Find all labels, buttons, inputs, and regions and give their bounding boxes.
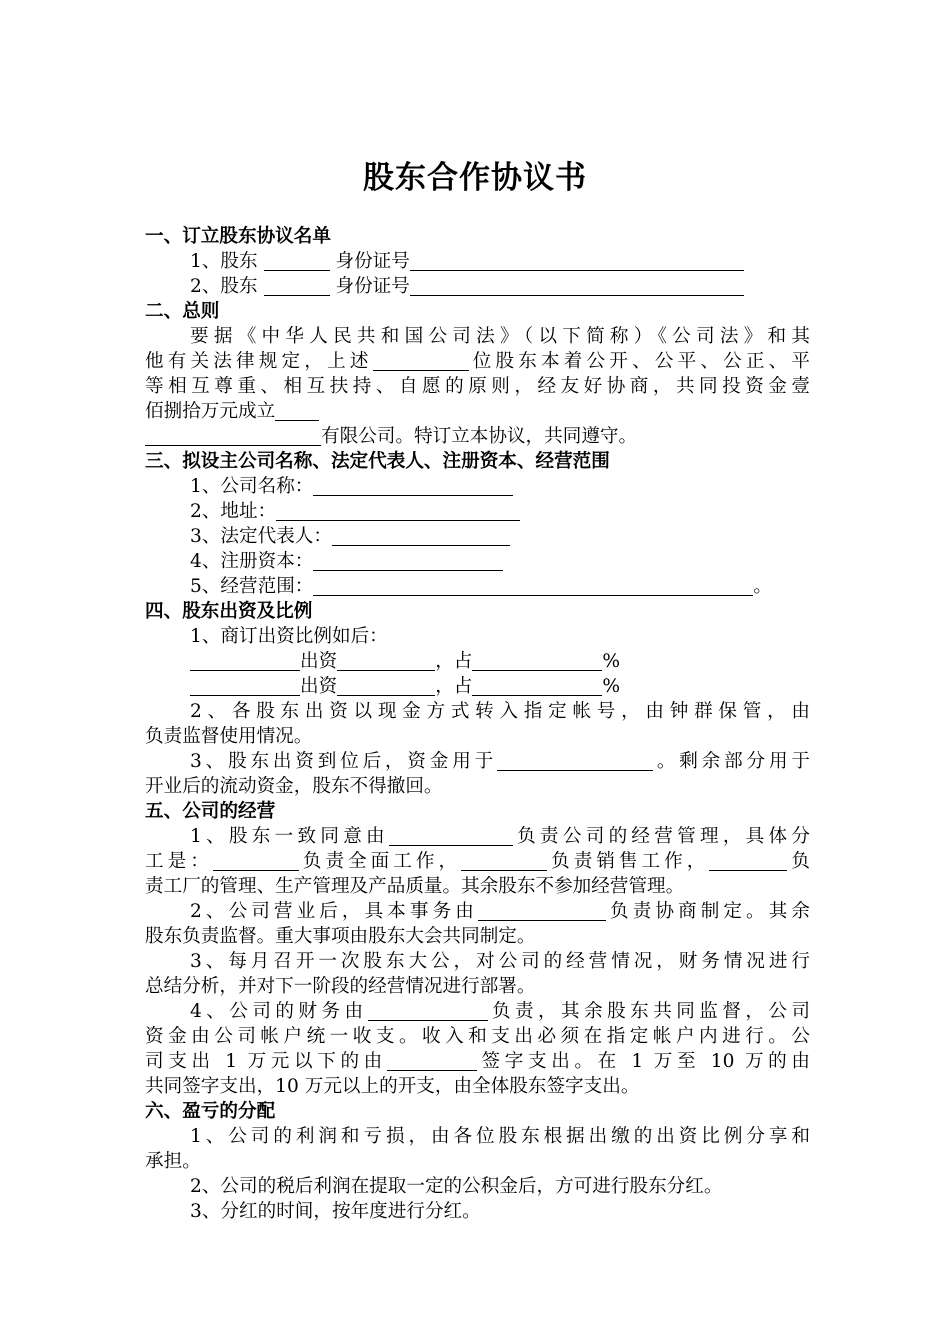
paragraph-line: 3、分红的时间，按年度进行分红。	[190, 1201, 481, 1222]
text-run: 负责销售工作，	[547, 851, 710, 872]
text-run: 3、股东出资到位后，资金用于	[190, 751, 498, 772]
shareholder-1-name-blank	[264, 251, 330, 271]
form-label: 2、地址：	[190, 501, 277, 522]
form-item	[190, 499, 810, 524]
contribution-row	[190, 649, 810, 674]
section-4-heading: 四、股东出资及比例	[145, 601, 313, 622]
text-run: 佰捌拾万元成立	[145, 401, 276, 422]
fill-blank	[461, 851, 547, 871]
fill-blank	[472, 651, 602, 671]
paragraph-line: 股东负责监督。重大事项由股东大会共同制定。	[145, 926, 536, 947]
fill-blank	[709, 851, 787, 871]
paragraph-line: 等相互尊重、相互扶持、自愿的原则，经友好协商，共同投资金壹	[145, 376, 810, 397]
text-run: ，占	[435, 651, 473, 672]
text-run: 有限公司。特订立本协议，共同遵守。	[321, 426, 638, 447]
fill-blank	[213, 851, 299, 871]
paragraph-line: 资金由公司帐户统一收支。收入和支出必须在指定帐户内进行。公	[145, 1026, 810, 1047]
text-run: 他有关法律规定，上述	[145, 351, 373, 372]
shareholder-2-name-blank	[264, 276, 330, 296]
shareholder-2-label: 2、股东	[190, 276, 258, 297]
text-run: 司支出 1 万元以下的由	[145, 1051, 387, 1072]
paragraph-line: 2、各股东出资以现金方式转入指定帐号，由钟群保管，由	[190, 701, 810, 722]
form-label: 4、注册资本：	[190, 551, 314, 572]
text-run: %	[602, 651, 621, 672]
text-run: 工是：	[145, 851, 213, 872]
text-run: ，占	[435, 676, 473, 697]
paragraph-line: 共同签字支出，10 万元以上的开支，由全体股东签字支出。	[145, 1076, 640, 1097]
paragraph-line: 承担。	[145, 1151, 201, 1172]
text-run: 负责协商制定。其余	[605, 901, 810, 922]
paragraph-line: 2、公司的税后利润在提取一定的公积金后，方可进行股东分红。	[190, 1176, 723, 1197]
fill-blank	[190, 651, 300, 671]
fill-blank	[337, 676, 435, 696]
text-run: 4、公司的财务由	[190, 1001, 368, 1022]
paragraph-line: 总结分析，并对下一阶段的经营情况进行部署。	[145, 976, 536, 997]
shareholder-1-label: 1、股东	[190, 251, 258, 272]
shareholder-1-id-label: 身份证号	[335, 251, 410, 272]
fill-blank	[368, 1001, 488, 1021]
text-run: 。	[753, 576, 773, 597]
section-1-heading: 一、订立股东协议名单	[145, 226, 331, 247]
fill-blank	[472, 676, 602, 696]
section-2-heading: 二、总则	[145, 301, 220, 322]
text-run: 。剩余部分用于	[653, 751, 810, 772]
form-item	[190, 524, 810, 549]
form-label: 1、公司名称：	[190, 476, 314, 497]
paragraph-line	[145, 424, 810, 449]
paragraph-line	[145, 849, 810, 874]
fill-blank	[276, 501, 520, 521]
text-run: %	[602, 676, 621, 697]
paragraph-line: 3、每月召开一次股东大公，对公司的经营情况，财务情况进行	[190, 951, 810, 972]
form-item	[190, 474, 810, 499]
paragraph-line: 1、公司的利润和亏损，由各位股东根据出缴的出资比例分享和	[190, 1126, 810, 1147]
document-title: 股东合作协议书	[363, 160, 587, 196]
section-5-heading: 五、公司的经营	[145, 801, 276, 822]
company-name-blank	[145, 426, 321, 446]
form-item	[190, 549, 810, 574]
shareholder-2-id-blank	[410, 276, 744, 296]
fill-blank	[313, 576, 753, 596]
paragraph-line	[190, 749, 810, 774]
text-run: 负责全面工作，	[298, 851, 462, 872]
text-run: 2、公司营业后，具本事务由	[190, 901, 478, 922]
text-run: 位股东本着公开、公平、公正、平	[468, 351, 810, 372]
paragraph-line	[145, 1049, 810, 1074]
paragraph-line	[190, 824, 810, 849]
paragraph-line: 要据《中华人民共和国公司法》（以下简称）《公司法》和其	[190, 326, 810, 347]
fill-blank	[478, 901, 606, 921]
fill-blank	[387, 1051, 477, 1071]
paragraph-line: 责工厂的管理、生产管理及产品质量。其余股东不参加经营管理。	[145, 876, 685, 897]
form-label: 3、法定代表人：	[190, 526, 332, 547]
paragraph-line: 负责监督使用情况。	[145, 726, 313, 747]
fill-blank	[313, 551, 503, 571]
paragraph-line: 开业后的流动资金，股东不得撤回。	[145, 776, 443, 797]
fill-blank	[373, 351, 469, 371]
form-label: 5、经营范围：	[190, 576, 314, 597]
text-run: 签字支出。在 1 万至 10 万的由	[476, 1051, 810, 1072]
contribution-row	[190, 674, 810, 699]
paragraph-line	[145, 349, 810, 374]
fill-blank	[337, 651, 435, 671]
fill-blank	[275, 401, 319, 421]
shareholder-2-id-label: 身份证号	[335, 276, 410, 297]
shareholder-row-1	[190, 249, 810, 274]
paragraph-line	[190, 999, 810, 1024]
text-run: 负责，其余股东共同监督，公司	[487, 1001, 810, 1022]
fill-blank	[389, 826, 513, 846]
paragraph-line	[190, 899, 810, 924]
text-run: 出资	[300, 676, 338, 697]
text-run: 负责公司的经营管理，具体分	[512, 826, 810, 847]
form-item	[190, 574, 810, 599]
fill-blank	[190, 676, 300, 696]
text-run: 出资	[300, 651, 338, 672]
fill-blank	[313, 476, 513, 496]
fill-blank	[332, 526, 510, 546]
shareholder-1-id-blank	[410, 251, 744, 271]
fill-blank	[497, 751, 653, 771]
paragraph-line	[145, 399, 810, 424]
section-6-heading: 六、盈亏的分配	[145, 1101, 276, 1122]
shareholder-row-2	[190, 274, 810, 299]
paragraph-line: 1、商订出资比例如后：	[190, 626, 388, 647]
section-3-heading: 三、拟设主公司名称、法定代表人、注册资本、经营范围	[145, 451, 610, 472]
text-run: 负	[787, 851, 810, 872]
text-run: 1、股东一致同意由	[190, 826, 389, 847]
